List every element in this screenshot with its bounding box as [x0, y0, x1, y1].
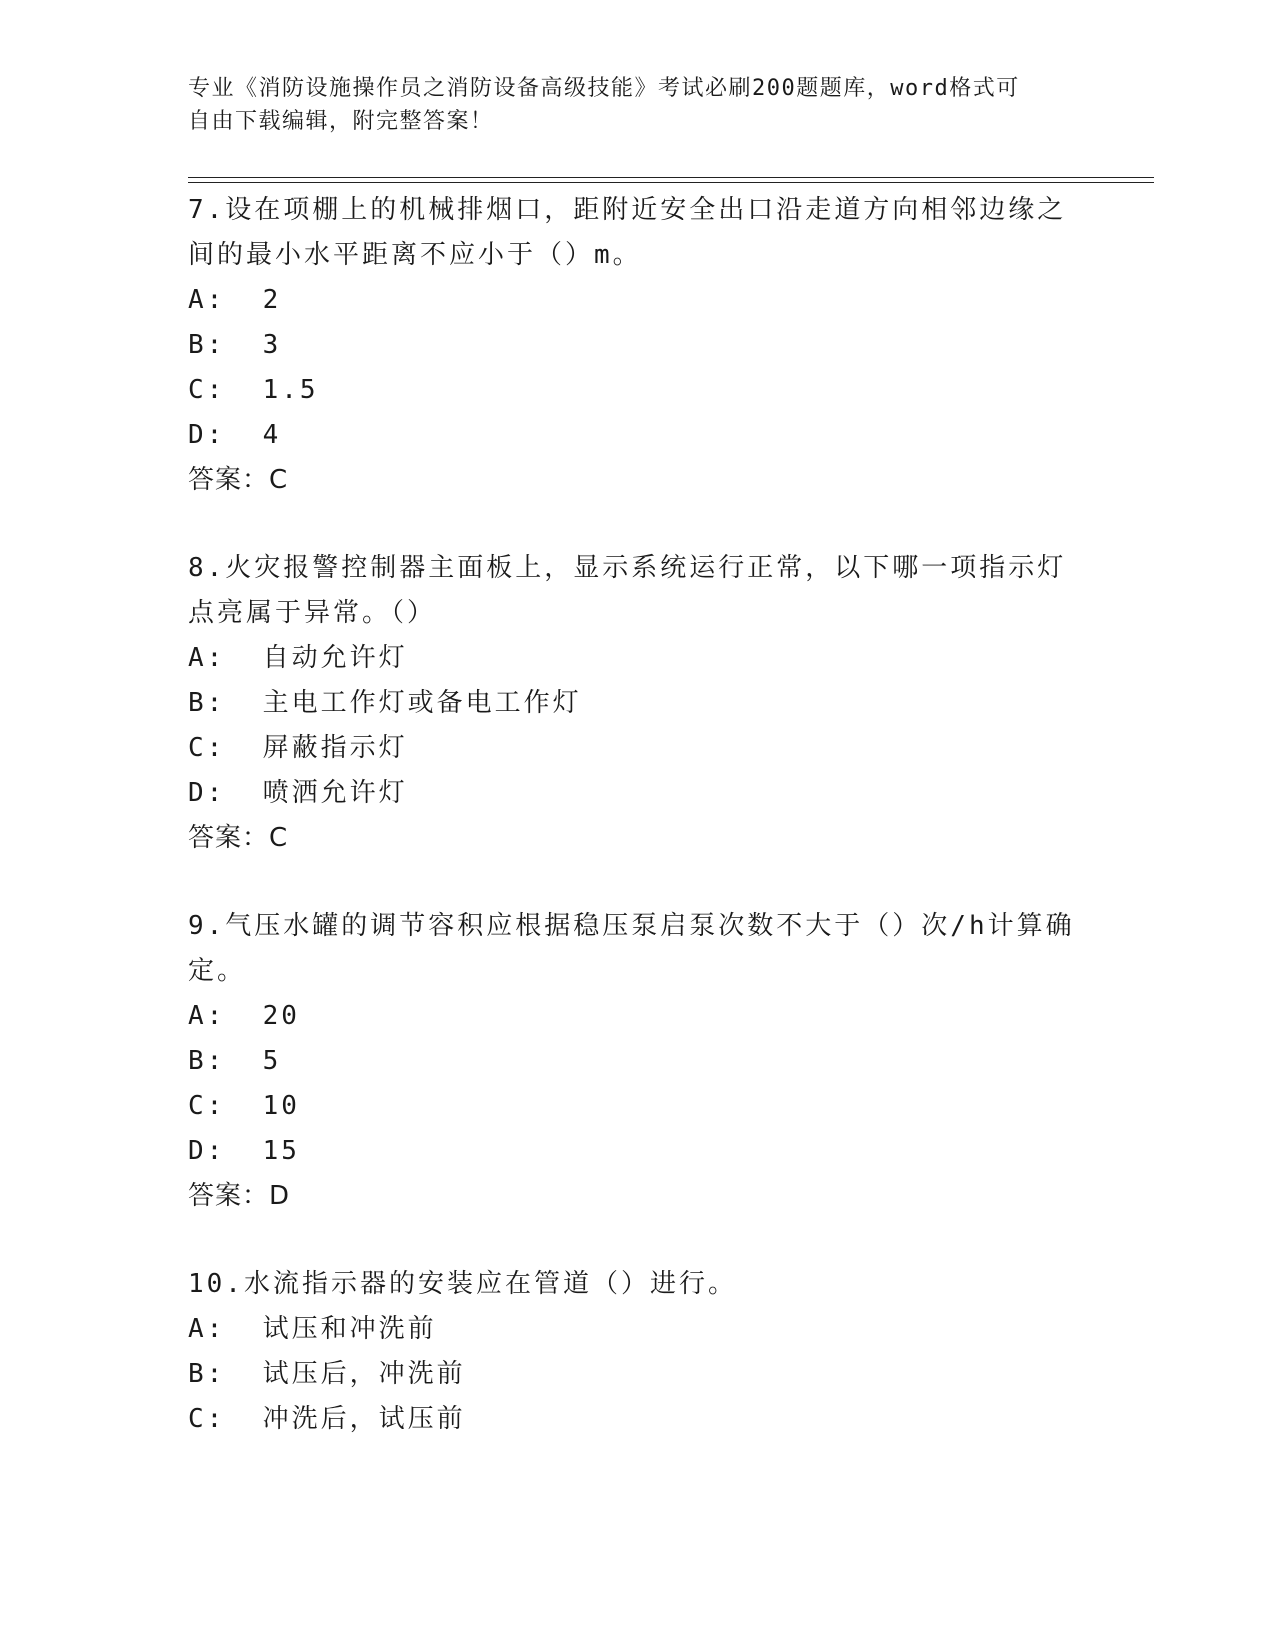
question-text: 8.火灾报警控制器主面板上，显示系统运行正常，以下哪一项指示灯 — [188, 553, 1067, 583]
option-d: D: 喷洒允许灯 — [188, 778, 408, 808]
spacer — [188, 861, 1088, 904]
header-divider-top — [188, 177, 1154, 178]
question-list — [188, 188, 1088, 1442]
option-d: D: 4 — [188, 420, 282, 450]
option-b: B: 5 — [188, 1046, 282, 1076]
answer: 答案：C — [188, 823, 289, 853]
spacer — [188, 503, 1088, 546]
question-text: 定。 — [188, 956, 247, 986]
header-line-2: 自由下载编辑，附完整答案！ — [188, 109, 494, 134]
option-c: C: 冲洗后，试压前 — [188, 1404, 466, 1434]
option-a: A: 自动允许灯 — [188, 643, 408, 673]
question-text: 10.水流指示器的安装应在管道（）进行。 — [188, 1269, 737, 1299]
answer: 答案：D — [188, 1181, 291, 1211]
option-b: B: 3 — [188, 330, 282, 360]
option-d: D: 15 — [188, 1136, 300, 1166]
question-text: 9.气压水罐的调节容积应根据稳压泵启泵次数不大于（）次/h计算确 — [188, 911, 1075, 941]
header-divider-bottom — [188, 182, 1154, 183]
option-b: B: 主电工作灯或备电工作灯 — [188, 688, 582, 718]
question-9 — [188, 904, 1088, 1219]
option-c: C: 1.5 — [188, 375, 319, 405]
option-c: C: 10 — [188, 1091, 300, 1121]
option-a: A: 2 — [188, 285, 282, 315]
question-8 — [188, 546, 1088, 861]
spacer — [188, 1219, 1088, 1262]
question-text: 7.设在项棚上的机械排烟口，距附近安全出口沿走道方向相邻边缘之 — [188, 195, 1067, 225]
option-b: B: 试压后，冲洗前 — [188, 1359, 466, 1389]
option-a: A: 试压和冲洗前 — [188, 1314, 437, 1344]
header-line-1: 专业《消防设施操作员之消防设备高级技能》考试必刷200题题库，word格式可 — [188, 76, 1020, 101]
question-7 — [188, 188, 1088, 503]
question-10 — [188, 1262, 1088, 1442]
option-c: C: 屏蔽指示灯 — [188, 733, 408, 763]
question-text: 点亮属于异常。（） — [188, 598, 437, 628]
document-header — [188, 72, 1068, 138]
question-text: 间的最小水平距离不应小于（）m。 — [188, 240, 642, 270]
answer: 答案：C — [188, 465, 289, 495]
option-a: A: 20 — [188, 1001, 300, 1031]
